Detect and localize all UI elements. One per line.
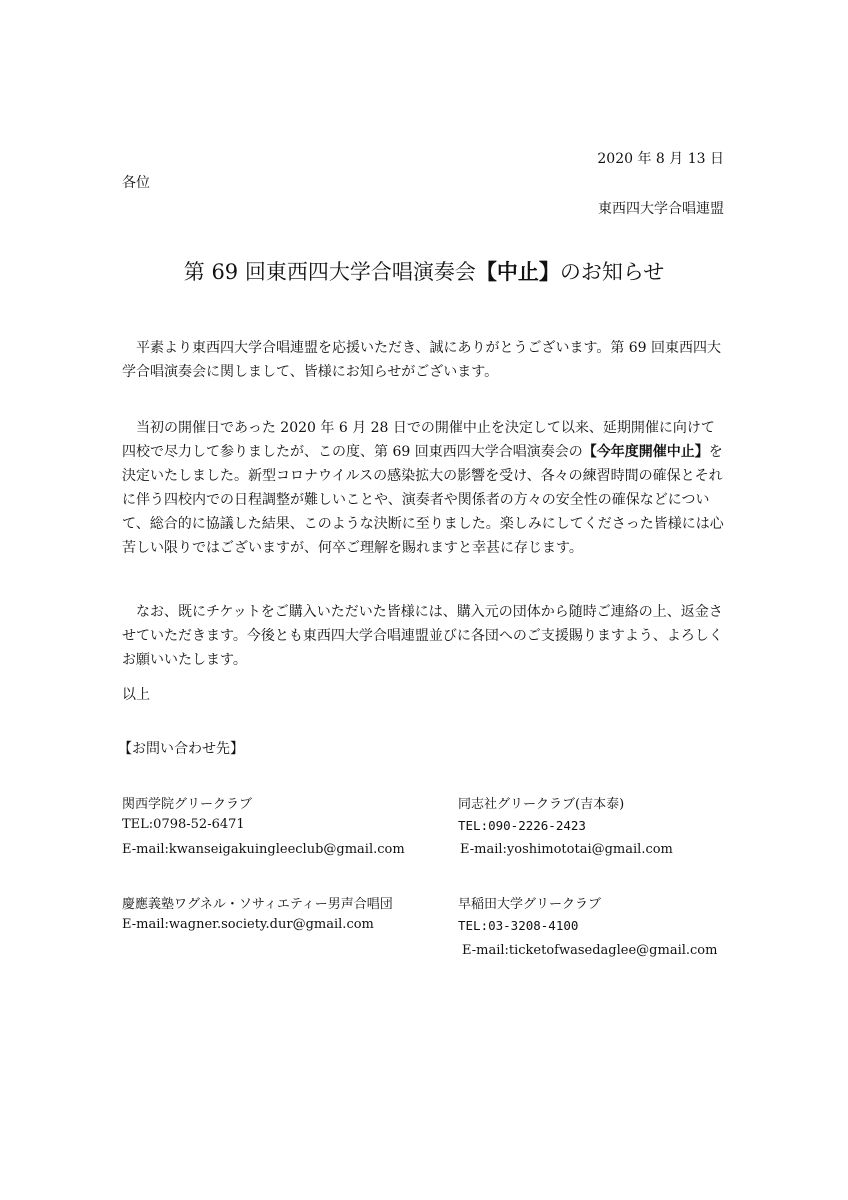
cancellation-text-end: を決定いたしました。新型コロナウイルスの感染拡大の影響を受け、各々の練習時間の確保とそれに伴う四校内での日程調整が難しいことや、演奏者や関係者の方々の安全性の確保などについて、総合的に協議した結果、このような決断に至りました。楽しみにしてくださった皆様には心苦しい限りではございますが、何卒ご理解を賜れますと幸甚に存じます。 <box>122 444 724 556</box>
contact-tel: TEL:0798-52-6471 <box>122 817 245 832</box>
paragraph-refund: なお、既にチケットをご購入いただいた皆様には、購入元の団体から随時ご連絡の上、返金させていただきます。今後とも東西四大学合唱連盟並びに各団へのご支援賜りますよう、よろしくお願いいたします。 <box>122 604 723 668</box>
contact-email: E-mail:ticketofwasedaglee@gmail.com <box>462 943 718 958</box>
notice-title <box>0 256 848 286</box>
contact-heading: 【お問い合わせ先】 <box>118 741 244 757</box>
paragraph-greeting: 平素より東西四大学合唱連盟を応援いただき、誠にありがとうございます。第 69 回東西四大学合唱演奏会に関しまして、皆様にお知らせがございます。 <box>122 340 722 380</box>
title-suffix: のお知らせ <box>559 260 665 284</box>
contact-email: E-mail:kwanseigakuingleeclub@gmail.com <box>122 842 405 857</box>
contact-email: E-mail:yoshimototai@gmail.com <box>460 842 673 857</box>
closing-word: 以上 <box>122 687 150 703</box>
contact-name: 関西学院グリークラブ <box>122 797 253 812</box>
contact-tel: TEL:090-2226-2423 <box>458 818 586 833</box>
document-date: 2020 年 8 月 13 日 <box>597 151 724 167</box>
contact-name: 早稲田大学グリークラブ <box>458 897 602 912</box>
paragraph-cancellation <box>122 416 728 560</box>
contact-tel: TEL:03-3208-4100 <box>458 918 579 933</box>
recipient-line: 各位 <box>122 175 150 191</box>
title-main: 第 69 回東西四大学合唱演奏会 <box>183 260 476 284</box>
cancellation-emphasis: 【今年度開催中止】 <box>582 444 709 460</box>
title-emphasis: 【中止】 <box>475 259 560 284</box>
cancellation-text-start: 当初の開催日であった 2020 年 6 月 28 日での開催中止を決定して以来、延期開催に向けて四校で尽力して参りましたが、この度、第 69 回東西四大学合唱演奏会の <box>122 420 715 460</box>
contact-email: E-mail:wagner.society.dur@gmail.com <box>122 917 374 932</box>
contact-name: 同志社グリークラブ(吉本泰) <box>458 797 625 812</box>
contact-name: 慶應義塾ワグネル・ソサィエティー男声合唱団 <box>122 897 393 912</box>
sender-line: 東西四大学合唱連盟 <box>598 201 724 217</box>
